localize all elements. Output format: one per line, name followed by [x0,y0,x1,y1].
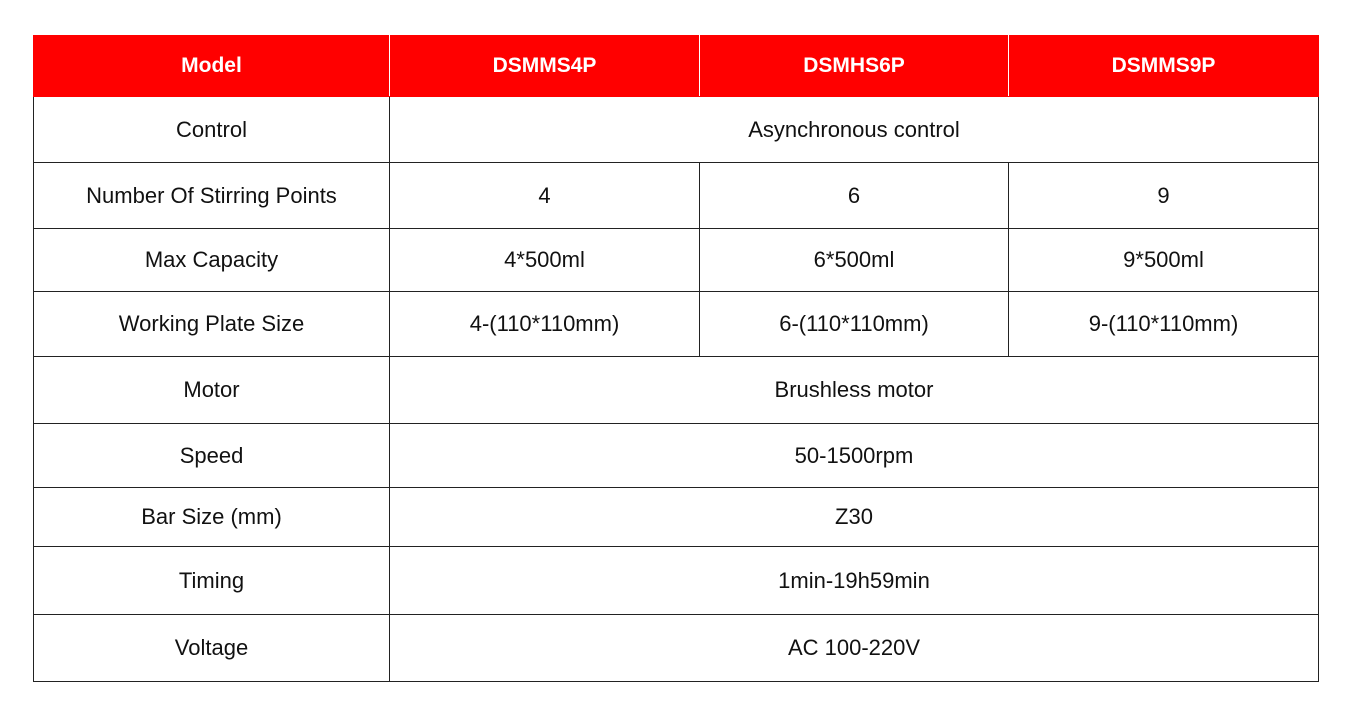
value-plate-size-3: 9-(110*110mm) [1009,292,1319,357]
value-max-capacity-3: 9*500ml [1009,229,1319,292]
table-row [34,547,1319,615]
table-row [34,163,1319,229]
row-label-plate-size: Working Plate Size [34,292,390,357]
row-label-bar-size: Bar Size (mm) [34,488,390,547]
value-max-capacity-1: 4*500ml [390,229,700,292]
row-label-motor: Motor [34,357,390,424]
row-label-speed: Speed [34,424,390,488]
row-label-voltage: Voltage [34,615,390,682]
value-control: Asynchronous control [390,97,1319,163]
row-label-control: Control [34,97,390,163]
row-label-stirring-points: Number Of Stirring Points [34,163,390,229]
table-row [34,97,1319,163]
header-model-3: DSMMS9P [1009,36,1319,97]
value-speed: 50-1500rpm [390,424,1319,488]
table-row [34,615,1319,682]
header-model: Model [34,36,390,97]
value-plate-size-1: 4-(110*110mm) [390,292,700,357]
table-row [34,292,1319,357]
value-plate-size-2: 6-(110*110mm) [700,292,1009,357]
table-row [34,357,1319,424]
row-label-max-capacity: Max Capacity [34,229,390,292]
header-model-1: DSMMS4P [390,36,700,97]
spec-table [33,35,1319,682]
value-timing: 1min-19h59min [390,547,1319,615]
value-bar-size: Z30 [390,488,1319,547]
value-stirring-points-2: 6 [700,163,1009,229]
value-stirring-points-3: 9 [1009,163,1319,229]
header-model-2: DSMHS6P [700,36,1009,97]
row-label-timing: Timing [34,547,390,615]
value-motor: Brushless motor [390,357,1319,424]
value-stirring-points-1: 4 [390,163,700,229]
table-row [34,424,1319,488]
value-max-capacity-2: 6*500ml [700,229,1009,292]
table-row [34,488,1319,547]
value-voltage: AC 100-220V [390,615,1319,682]
header-row [34,36,1319,97]
table-row [34,229,1319,292]
